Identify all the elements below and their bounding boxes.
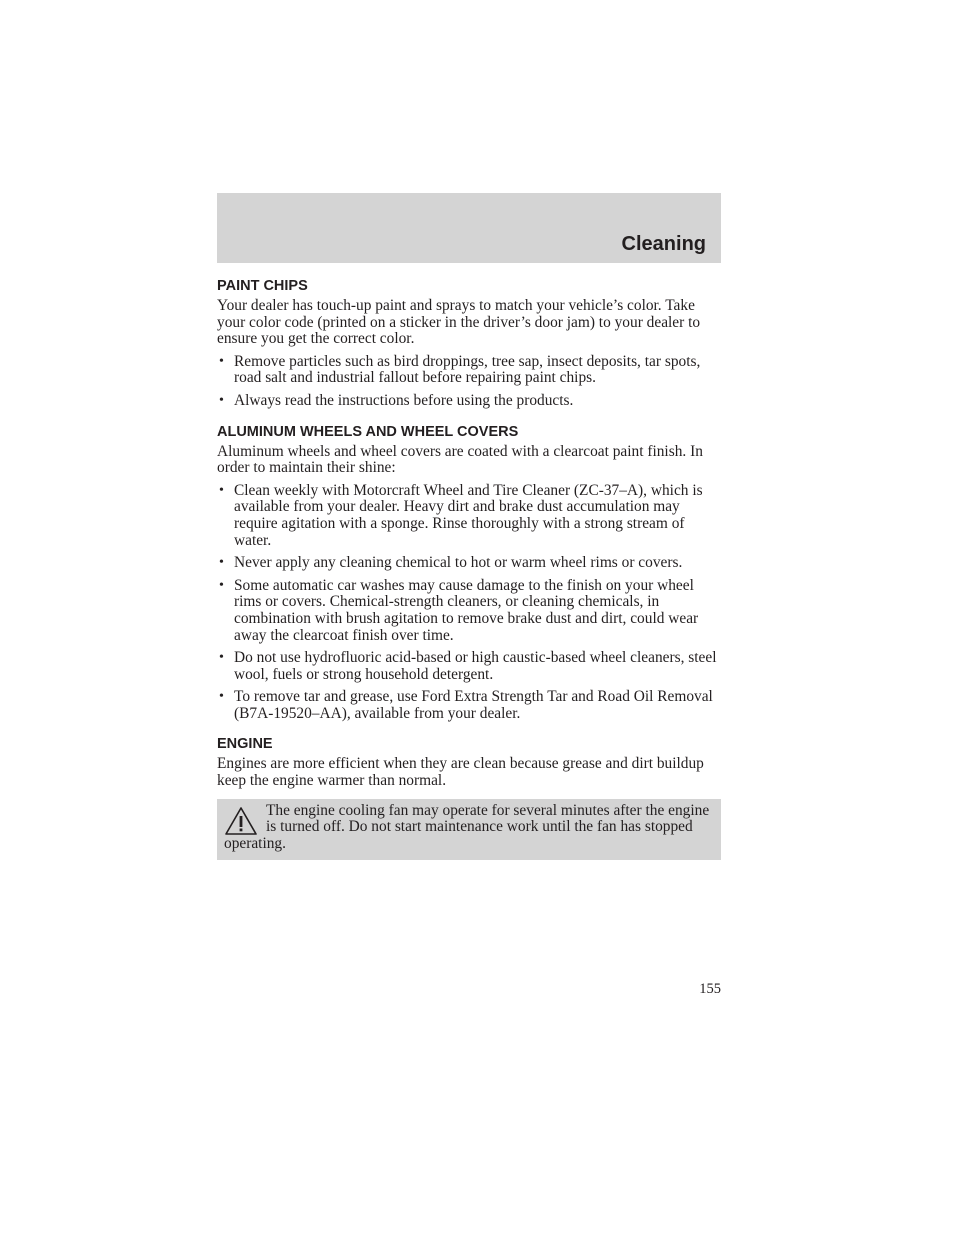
warning-text: The engine cooling fan may operate for several minutes after the engine is turned off. Do not start maintenance work until the fan has stopped operating. (224, 801, 710, 852)
bullet-icon: • (219, 650, 224, 666)
aluminum-wheels-list (217, 483, 721, 723)
aluminum-wheels-intro: Aluminum wheels and wheel covers are coated with a clearcoat paint finish. In order to maintain their shine: (217, 442, 703, 477)
page-content (217, 276, 721, 860)
paint-chips-list (217, 354, 721, 410)
heading-aluminum-wheels: ALUMINUM WHEELS AND WHEEL COVERS (217, 423, 519, 440)
list-item: • Always read the instructions before using the products. (219, 391, 574, 409)
heading-engine: ENGINE (217, 736, 273, 753)
list-item: • Clean weekly with Motorcraft Wheel and Tire Cleaner (ZC-37–A), which is available from your dealer. Heavy dirt and brake dust accumulation may require agitation with a sponge. Rinse thoroughly with a strong stream of water. (219, 481, 703, 549)
bullet-icon: • (219, 392, 224, 408)
bullet-icon: • (219, 353, 224, 369)
engine-intro: Engines are more efficient when they are clean because grease and dirt buildup keep the engine warmer than normal. (217, 755, 704, 790)
list-item: • To remove tar and grease, use Ford Extra Strength Tar and Road Oil Removal (B7A-19520–AA), available from your dealer. (219, 688, 713, 722)
section-header-bar (217, 193, 721, 263)
paint-chips-intro: Your dealer has touch-up paint and sprays to match your vehicle’s color. Take your color code (printed on a sticker in the driver’s door jam) to your dealer to ensure you get the correct color. (217, 297, 701, 348)
section-title: Cleaning (621, 233, 706, 255)
list-item: • Remove particles such as bird droppings, tree sap, insect deposits, tar spots, road salt and industrial fallout before repairing paint chips. (219, 352, 701, 387)
warning-triangle-icon (224, 806, 258, 836)
heading-paint-chips: PAINT CHIPS (217, 278, 308, 294)
list-item: • Never apply any cleaning chemical to hot or warm wheel rims or covers. (219, 554, 683, 572)
bullet-icon: • (219, 482, 224, 498)
section-aluminum-wheels (217, 422, 721, 723)
bullet-icon: • (219, 689, 224, 705)
list-item: • Some automatic car washes may cause damage to the finish on your wheel rims or covers. Chemical-strength cleaners, or cleaning chemicals, in combination with brush agitation to remove brake dust and dirt, could wear away the clearcoat finish over time. (219, 576, 699, 644)
section-engine (217, 734, 721, 789)
section-paint-chips (217, 276, 721, 410)
bullet-icon: • (219, 555, 224, 571)
warning-box (217, 799, 721, 861)
page-number: 155 (699, 981, 721, 997)
list-item: • Do not use hydrofluoric acid-based or high caustic-based wheel cleaners, steel wool, fuels or strong household detergent. (219, 649, 717, 683)
bullet-icon: • (219, 577, 224, 593)
